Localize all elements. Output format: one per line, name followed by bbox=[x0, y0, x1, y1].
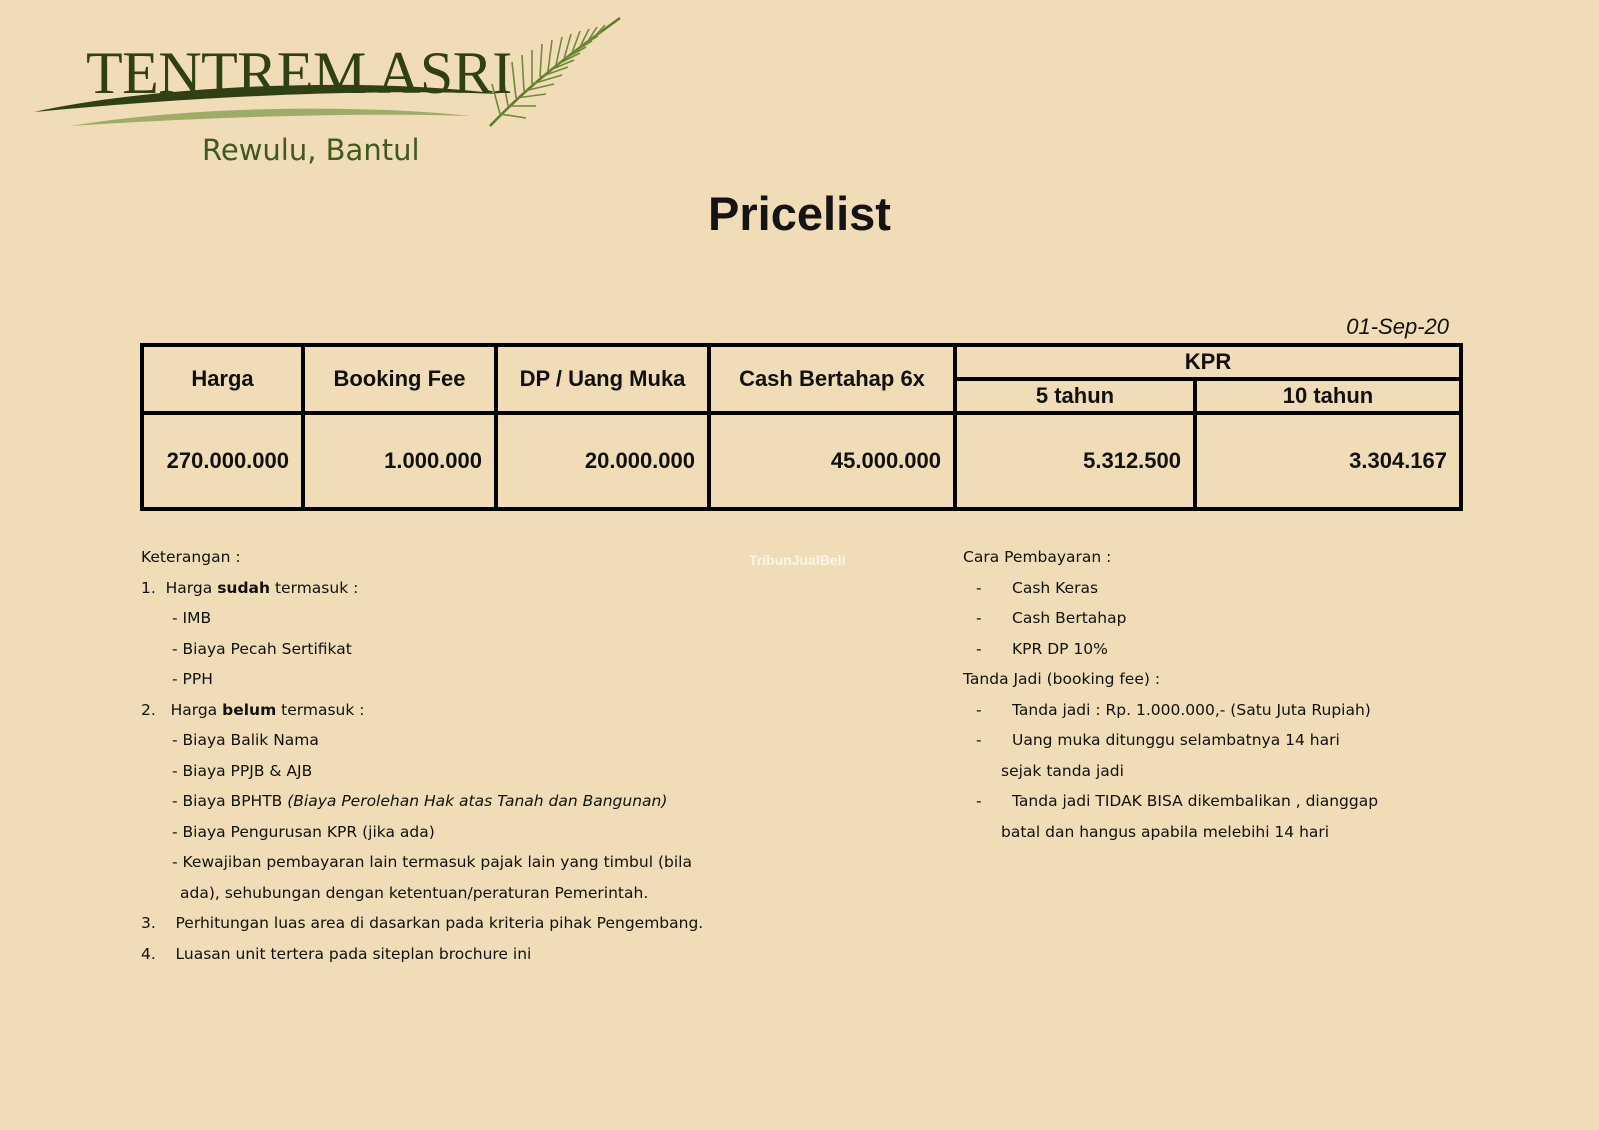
value-cash-bertahap: 45.000.000 bbox=[709, 413, 955, 509]
value-kpr-10: 3.304.167 bbox=[1195, 413, 1461, 509]
brand-name: TENTREM ASRI bbox=[86, 40, 512, 106]
value-harga: 270.000.000 bbox=[142, 413, 303, 509]
value-dp: 20.000.000 bbox=[496, 413, 709, 509]
watermark: TribunJualBeli bbox=[749, 552, 846, 568]
list-item: - Biaya Balik Nama bbox=[172, 731, 319, 749]
tanda-jadi-heading: Tanda Jadi (booking fee) : bbox=[963, 670, 1161, 688]
table-row bbox=[142, 413, 1461, 509]
list-item: - Biaya PPJB & AJB bbox=[172, 761, 313, 780]
list-item: - Biaya Pecah Sertifikat bbox=[172, 639, 352, 658]
header-harga: Harga bbox=[142, 345, 303, 413]
keterangan-heading: Keterangan : bbox=[141, 548, 241, 566]
list-item: - PPH bbox=[172, 670, 213, 688]
list-item: sejak tanda jadi bbox=[1001, 761, 1124, 780]
date-label: 01-Sep-20 bbox=[1346, 314, 1449, 339]
header-cash-bertahap: Cash Bertahap 6x bbox=[709, 345, 955, 413]
brand-location: Rewulu, Bantul bbox=[202, 133, 420, 167]
list-item: 2. Harga belum termasuk : bbox=[141, 700, 365, 719]
list-item: - Tanda jadi TIDAK BISA dikembalikan , dianggap bbox=[976, 792, 1379, 810]
header-kpr: KPR bbox=[955, 345, 1461, 379]
list-item: 1. Harga sudah termasuk : bbox=[141, 578, 359, 597]
list-item: - KPR DP 10% bbox=[976, 639, 1108, 658]
list-item: ada), sehubungan dengan ketentuan/peraturan Pemerintah. bbox=[180, 883, 649, 902]
list-item: 3. Perhitungan luas area di dasarkan pada kriteria pihak Pengembang. bbox=[141, 914, 704, 932]
header-booking-fee: Booking Fee bbox=[303, 345, 496, 413]
list-item: 4. Luasan unit tertera pada siteplan brochure ini bbox=[141, 944, 532, 963]
value-booking-fee: 1.000.000 bbox=[303, 413, 496, 509]
list-item: - Uang muka ditunggu selambatnya 14 hari bbox=[976, 731, 1340, 749]
list-item: batal dan hangus apabila melebihi 14 hari bbox=[1001, 822, 1330, 841]
header-kpr-5: 5 tahun bbox=[955, 379, 1195, 413]
list-item: - IMB bbox=[172, 609, 212, 627]
list-item: - Cash Bertahap bbox=[976, 609, 1127, 627]
list-item: - Biaya Pengurusan KPR (jika ada) bbox=[172, 822, 435, 841]
pembayaran-heading: Cara Pembayaran : bbox=[963, 548, 1112, 566]
value-kpr-5: 5.312.500 bbox=[955, 413, 1195, 509]
header-dp: DP / Uang Muka bbox=[496, 345, 709, 413]
page-title: Pricelist bbox=[708, 187, 891, 240]
price-table bbox=[140, 343, 1463, 511]
list-item: - Tanda jadi : Rp. 1.000.000,- (Satu Juta Rupiah) bbox=[976, 700, 1371, 719]
list-item: - Biaya BPHTB (Biaya Perolehan Hak atas Tanah dan Bangunan) bbox=[172, 792, 668, 810]
header-kpr-10: 10 tahun bbox=[1195, 379, 1461, 413]
brand-logo bbox=[30, 14, 630, 174]
list-item: - Kewajiban pembayaran lain termasuk pajak lain yang timbul (bila bbox=[172, 853, 692, 871]
pembayaran-section bbox=[963, 542, 1563, 847]
keterangan-section bbox=[141, 542, 841, 969]
list-item: - Cash Keras bbox=[976, 578, 1099, 597]
